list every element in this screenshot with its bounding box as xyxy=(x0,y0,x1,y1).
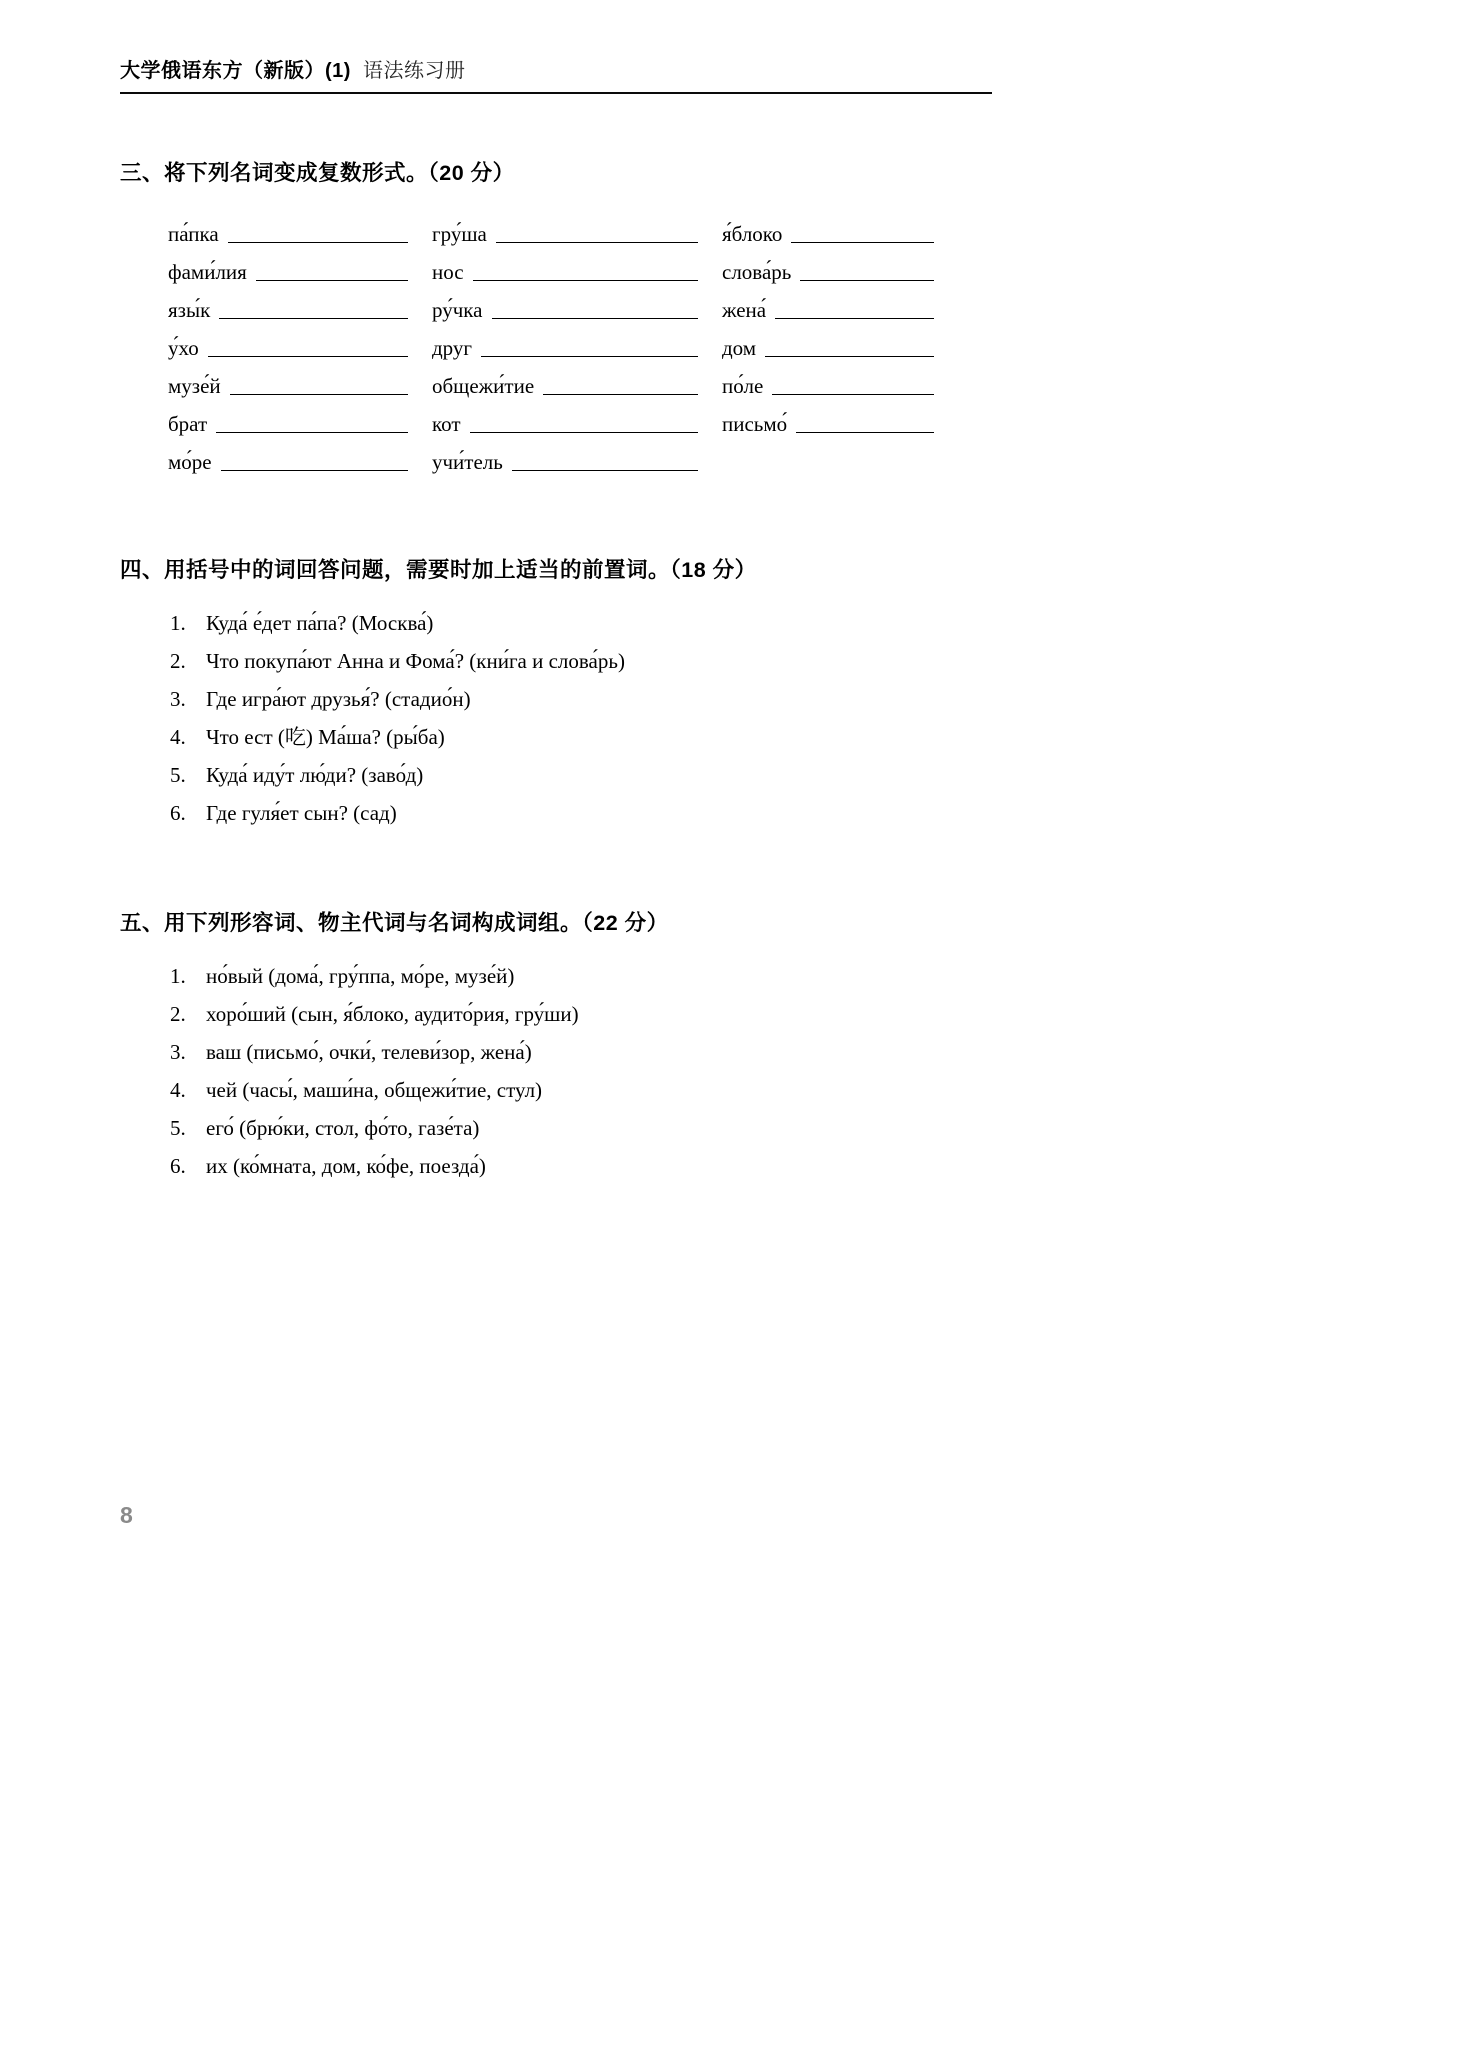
answer-blank xyxy=(230,394,408,395)
answer-blank xyxy=(791,242,934,243)
answer-blank xyxy=(512,470,698,471)
textbook-page xyxy=(120,0,992,1185)
vocab-word: друг xyxy=(432,336,473,360)
vocab-row xyxy=(168,211,408,249)
vocab-word: гру́ша xyxy=(432,222,487,246)
phrase-list xyxy=(170,957,992,1185)
answer-blank xyxy=(765,356,934,357)
answer-blank xyxy=(208,356,408,357)
vocab-word: язы́к xyxy=(168,298,211,322)
vocab-word: общежи́тие xyxy=(432,374,535,398)
plural-exercise-grid xyxy=(168,211,934,477)
list-item xyxy=(170,642,992,680)
vocab-row xyxy=(722,249,934,287)
answer-blank xyxy=(775,318,934,319)
item-number: 6. xyxy=(170,801,186,825)
vocab-row xyxy=(722,363,934,401)
vocab-word: письмо́ xyxy=(722,412,788,436)
vocab-word: мо́ре xyxy=(168,450,212,474)
book-subtitle: 语法练习册 xyxy=(363,60,466,82)
vocab-row-empty xyxy=(722,439,934,477)
section5-heading: 五、用下列形容词、物主代词与名词构成词组。（22 分） xyxy=(120,911,669,935)
item-text: Куда́ иду́т лю́ди? (заво́д) xyxy=(206,763,424,787)
list-item xyxy=(170,756,992,794)
section3-heading: 三、将下列名词变成复数形式。（20 分） xyxy=(120,161,515,185)
vocab-row xyxy=(432,211,698,249)
vocab-row xyxy=(722,287,934,325)
vocab-word: у́хо xyxy=(168,336,199,360)
item-text: Где игра́ют друзья́? (стадио́н) xyxy=(206,687,471,711)
item-number: 6. xyxy=(170,1154,186,1178)
item-number: 1. xyxy=(170,964,186,988)
book-title: 大学俄语东方（新版）(1) xyxy=(120,60,351,82)
vocab-row xyxy=(722,401,934,439)
item-text: чей (часы́, маши́на, общежи́тие, стул) xyxy=(206,1078,543,1102)
vocab-row xyxy=(168,249,408,287)
item-text: ваш (письмо́, очки́, телеви́зор, жена́) xyxy=(206,1040,532,1064)
item-number: 5. xyxy=(170,763,186,787)
answer-blank xyxy=(543,394,698,395)
vocab-row xyxy=(722,325,934,363)
item-number: 1. xyxy=(170,611,186,635)
list-item xyxy=(170,1147,992,1185)
item-number: 2. xyxy=(170,649,186,673)
list-item xyxy=(170,1109,992,1147)
answer-blank xyxy=(470,432,698,433)
vocab-row xyxy=(432,325,698,363)
vocab-word: слова́рь xyxy=(722,260,792,284)
vocab-word: по́ле xyxy=(722,374,764,398)
answer-blank xyxy=(481,356,698,357)
item-number: 5. xyxy=(170,1116,186,1140)
item-number: 3. xyxy=(170,687,186,711)
vocab-word: кот xyxy=(432,412,461,436)
list-item xyxy=(170,1071,992,1109)
answer-blank xyxy=(473,280,698,281)
vocab-row xyxy=(432,287,698,325)
vocab-row xyxy=(432,401,698,439)
vocab-word: фами́лия xyxy=(168,260,247,284)
item-number: 4. xyxy=(170,1078,186,1102)
item-text: Куда́ е́дет па́па? (Москва́) xyxy=(206,611,434,635)
answer-blank xyxy=(221,470,408,471)
answer-blank xyxy=(772,394,934,395)
vocab-word: музе́й xyxy=(168,374,221,398)
item-text: его́ (брю́ки, стол, фо́то, газе́та) xyxy=(206,1116,480,1140)
answer-blank xyxy=(800,280,934,281)
vocab-word: я́блоко xyxy=(722,222,783,246)
list-item xyxy=(170,794,992,832)
vocab-row xyxy=(432,439,698,477)
list-item xyxy=(170,604,992,642)
list-item xyxy=(170,957,992,995)
list-item xyxy=(170,718,992,756)
vocab-word: па́пка xyxy=(168,222,219,246)
item-number: 2. xyxy=(170,1002,186,1026)
header-rule xyxy=(120,92,992,94)
vocab-row xyxy=(168,287,408,325)
answer-blank xyxy=(216,432,408,433)
answer-blank xyxy=(796,432,934,433)
list-item xyxy=(170,995,992,1033)
vocab-row xyxy=(432,363,698,401)
section4-heading: 四、用括号中的词回答问题，需要时加上适当的前置词。（18 分） xyxy=(120,558,757,582)
vocab-word: ру́чка xyxy=(432,298,483,322)
item-number: 3. xyxy=(170,1040,186,1064)
item-text: хоро́ший (сын, я́блоко, аудито́рия, гру́ши) xyxy=(206,1002,579,1026)
answer-blank xyxy=(492,318,699,319)
page-number: 8 xyxy=(120,1502,133,1528)
answer-blank xyxy=(228,242,408,243)
item-text: их (ко́мната, дом, ко́фе, поезда́) xyxy=(206,1154,486,1178)
vocab-column-2 xyxy=(432,211,698,477)
vocab-word: брат xyxy=(168,412,208,436)
vocab-row xyxy=(168,325,408,363)
item-text: Что ест (吃) Ма́ша? (ры́ба) xyxy=(206,725,445,749)
running-head xyxy=(120,0,992,83)
item-text: Где гуля́ет сын? (сад) xyxy=(206,801,397,825)
vocab-word: учи́тель xyxy=(432,450,503,474)
vocab-row xyxy=(432,249,698,287)
vocab-row xyxy=(168,439,408,477)
answer-blank xyxy=(496,242,698,243)
vocab-word: нос xyxy=(432,260,464,284)
list-item xyxy=(170,680,992,718)
vocab-row xyxy=(168,363,408,401)
question-list xyxy=(170,604,992,832)
vocab-row xyxy=(722,211,934,249)
answer-blank xyxy=(256,280,408,281)
answer-blank xyxy=(219,318,408,319)
item-text: но́вый (дома́, гру́ппа, мо́ре, музе́й) xyxy=(206,964,515,988)
vocab-word: жена́ xyxy=(722,298,767,322)
vocab-column-3 xyxy=(722,211,934,477)
vocab-row xyxy=(168,401,408,439)
item-number: 4. xyxy=(170,725,186,749)
vocab-word: дом xyxy=(722,336,757,360)
item-text: Что покупа́ют Анна и Фома́? (кни́га и слова́рь) xyxy=(206,649,625,673)
vocab-column-1 xyxy=(168,211,408,477)
list-item xyxy=(170,1033,992,1071)
